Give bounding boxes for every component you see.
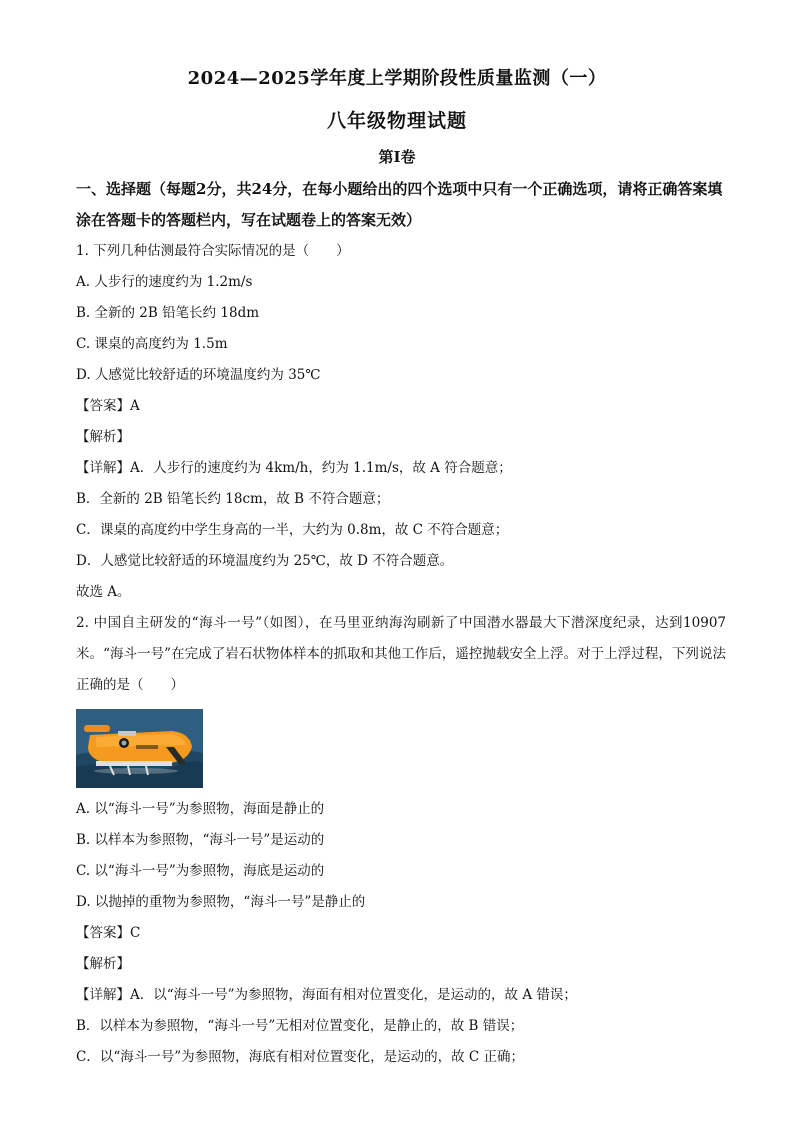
q2-detail-b: B．以样本为参照物，“海斗一号”无相对位置变化，是静止的，故 B 错误； bbox=[76, 1018, 524, 1034]
q2-option-c: C. 以“海斗一号”为参照物，海底是运动的 bbox=[76, 863, 325, 879]
detail-label: 【详解】 bbox=[76, 987, 130, 1003]
q1-detail-b: B．全新的 2B 铅笔长约 18cm，故 B 不符合题意； bbox=[76, 491, 390, 507]
q1-analysis-label: 【解析】 bbox=[76, 429, 130, 445]
q1-detail-a bbox=[76, 453, 726, 484]
detail-text: A．以“海斗一号”为参照物，海面有相对位置变化，是运动的，故 A 错误； bbox=[130, 987, 577, 1003]
q2-answer bbox=[76, 918, 726, 949]
q1-option-b: B. 全新的 2B 铅笔长约 18dm bbox=[76, 305, 260, 321]
q1-conclusion: 故选 A。 bbox=[76, 584, 131, 600]
submersible-illustration bbox=[76, 709, 203, 788]
answer-value: C bbox=[130, 925, 141, 941]
submersible-photo bbox=[76, 709, 203, 788]
q1-answer bbox=[76, 391, 726, 422]
document-body bbox=[76, 174, 726, 1073]
section-heading: 一、选择题（每题2分，共24分，在每小题给出的四个选项中只有一个正确选项，请将正确答案填涂在答题卡的答题栏内，写在试题卷上的答案无效） bbox=[76, 180, 723, 229]
q1-detail-c: C．课桌的高度约中学生身高的一半，大约为 0.8m，故 C 不符合题意； bbox=[76, 522, 509, 538]
q2-stem: 2. 中国自主研发的“海斗一号”（如图），在马里亚纳海沟刷新了中国潜水器最大下潜深度纪录，达到10907米。“海斗一号”在完成了岩石状物体样本的抓取和其他工作后，遥控抛载安全上浮。对于上浮过程，下列说法正确的是（ ） bbox=[76, 615, 726, 693]
answer-label: 【答案】 bbox=[76, 925, 130, 941]
q1-option-a: A. 人步行的速度约为 1.2m/s bbox=[76, 274, 253, 290]
q1-detail-d: D．人感觉比较舒适的环境温度约为 25℃，故 D 不符合题意。 bbox=[76, 553, 454, 569]
exam-title: 2024—2025学年度上学期阶段性质量监测（一） bbox=[187, 68, 607, 89]
q2-detail-a bbox=[76, 980, 726, 1011]
q1-stem: 1. 下列几种估测最符合实际情况的是（ ） bbox=[76, 243, 350, 259]
q2-analysis-label: 【解析】 bbox=[76, 956, 130, 972]
volume-label: 第Ⅰ卷 bbox=[378, 148, 416, 166]
q1-option-c: C. 课桌的高度约为 1.5m bbox=[76, 336, 228, 352]
q2-option-b: B. 以样本为参照物，“海斗一号”是运动的 bbox=[76, 832, 325, 848]
q1-option-d: D. 人感觉比较舒适的环境温度约为 35℃ bbox=[76, 367, 321, 383]
q2-detail-c: C．以“海斗一号”为参照物，海底有相对位置变化，是运动的，故 C 正确； bbox=[76, 1049, 525, 1065]
exam-subtitle: 八年级物理试题 bbox=[326, 110, 467, 132]
answer-label: 【答案】 bbox=[76, 398, 130, 414]
answer-value: A bbox=[130, 398, 140, 414]
q2-option-a: A. 以“海斗一号”为参照物，海面是静止的 bbox=[76, 801, 325, 817]
q2-option-d: D. 以抛掉的重物为参照物，“海斗一号”是静止的 bbox=[76, 894, 366, 910]
detail-label: 【详解】 bbox=[76, 460, 130, 476]
detail-text: A．人步行的速度约为 4km/h，约为 1.1m/s，故 A 符合题意； bbox=[130, 460, 512, 476]
